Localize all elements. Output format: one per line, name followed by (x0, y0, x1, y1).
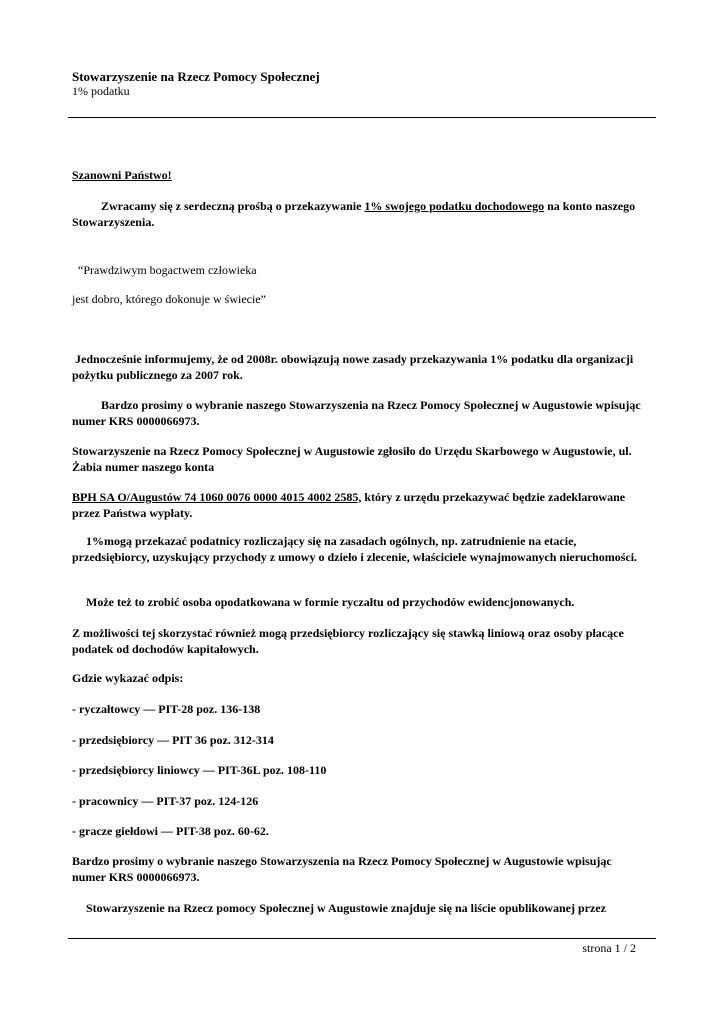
page-number: strona 1 / 2 (582, 941, 636, 955)
account-suffix: który z urzędu przekazywać będzie zadeklarowane (361, 490, 626, 504)
list-item: - ryczałtowcy — PIT-28 poz. 136-138 (72, 702, 261, 716)
paragraph-krs-line1: Bardzo prosimy o wybranie naszego Stowarzyszenia na Rzecz Pomocy Społecznej w Augustowie wpisując (101, 398, 641, 412)
paragraph-tax-office-line2: Żabia numer naszego konta (72, 460, 215, 474)
document-header-subtitle: 1% podatku (72, 84, 130, 98)
list-item: - gracze giełdowi — PIT-38 poz. 60-62. (72, 824, 269, 838)
greeting: Szanowni Państwo! (72, 168, 172, 182)
paragraph-krs-repeat-line1: Bardzo prosimy o wybranie naszego Stowarzyszenia na Rzecz Pomocy Społecznej w Augustowie wpisując (72, 854, 612, 868)
list-item: - przedsiębiorcy — PIT 36 poz. 312-314 (72, 733, 274, 747)
account-line2: przez Państwa wypłaty. (72, 506, 193, 520)
paragraph-info-line2: pożytku publicznego za 2007 rok. (72, 368, 243, 382)
list-item: - pracownicy — PIT-37 poz. 124-126 (72, 794, 259, 808)
paragraph-request-line2: Stowarzyszenia. (72, 215, 155, 229)
paragraph-request-line1 (101, 198, 635, 214)
paragraph-info-line1: Jednocześnie informujemy, że od 2008r. obowiązują nowe zasady przekazywania 1% podatku dla organizacji (75, 352, 634, 366)
document-header-title: Stowarzyszenie na Rzecz Pomocy Społecznej (72, 69, 320, 84)
list-item: - przedsiębiorcy liniowcy — PIT-36L poz. 108-110 (72, 763, 327, 777)
paragraph-request-suffix: na konto naszego (544, 199, 636, 213)
paragraph-krs-line2: numer KRS 0000066973. (72, 414, 200, 428)
paragraph-who-line2: przedsiębiorcy, uzyskujący przychody z umowy o dzieło i zlecenie, właściciele wynajmowanych nieruchomości. (72, 550, 638, 564)
where-heading: Gdzie wykazać odpis: (72, 671, 184, 685)
footer-divider (68, 938, 656, 939)
quote-line-1: “Prawdziwym bogactwem człowieka (78, 263, 257, 277)
paragraph-linear-line2: podatek od dochodów kapitałowych. (72, 642, 259, 656)
paragraph-krs-repeat-line2: numer KRS 0000066973. (72, 870, 200, 884)
paragraph-tax-office-line1: Stowarzyszenie na Rzecz Pomocy Społecznej w Augustowie zgłosiło do Urzędu Skarbowego w Augustowie, ul. (72, 444, 632, 458)
account-line1 (72, 489, 625, 505)
paragraph-request-underlined: 1% swojego podatku dochodowego (364, 199, 545, 213)
header-divider (68, 117, 656, 118)
quote-line-2: jest dobro, którego dokonuje w świecie” (72, 292, 266, 306)
paragraph-list-mention: Stowarzyszenie na Rzecz pomocy Społecznej w Augustowie znajduje się na liście opublikowanej przez (86, 901, 606, 915)
paragraph-request-prefix: Zwracamy się z serdeczną prośbą o przekazywanie (101, 199, 365, 213)
paragraph-flat-rate: Może też to zrobić osoba opodatkowana w formie ryczałtu od przychodów ewidencjonowanych. (86, 595, 575, 609)
account-number: BPH SA O/Augustów 74 1060 0076 0000 4015 4002 2585, (72, 490, 362, 504)
paragraph-linear-line1: Z możliwości tej skorzystać również mogą przedsiębiorcy rozliczający się stawką liniową oraz osoby płacące (72, 626, 624, 640)
paragraph-who-line1: 1%mogą przekazać podatnicy rozliczający się na zasadach ogólnych, np. zatrudnienie na etacie, (86, 534, 577, 548)
